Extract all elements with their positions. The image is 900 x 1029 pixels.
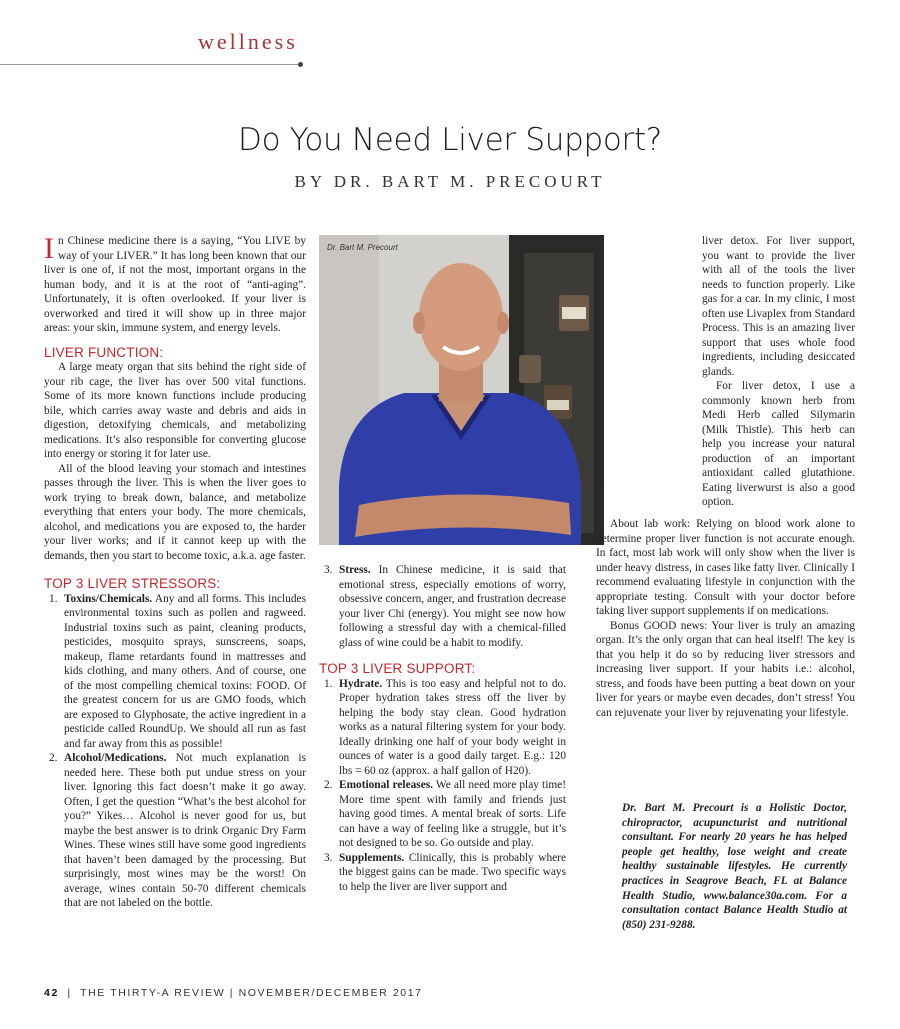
column-2 [319, 563, 566, 894]
list-item: 3. Supplements. Clinically, this is probably where the biggest gains can be made. Two specific ways to help the liver are liver support and [324, 851, 566, 893]
page-number: 42 [44, 987, 59, 999]
author-portrait-image [319, 235, 604, 545]
stressors-list-continued [319, 563, 566, 650]
col3-p3: About lab work: Relying on blood work alone to determine proper liver function is not accurate enough. In fact, most lab work will only show when the liver is under heavy distress, in cases like fatty liver. Clinically I recommend evaluating lifestyle in conjunction with the appropriate testing. Consult with your doctor before taking liver support supplements if on medications. [596, 518, 855, 617]
drop-cap: I [44, 232, 54, 265]
page-footer [44, 987, 423, 999]
list-item: 2. Alcohol/Medications. Not much explanation is needed here. These both put undue stress on your liver. Ignoring this fact doesn’t make it go away. Often, I get the question “What’s the best alcohol for you?” Yikes… Alcohol is never good for us, but maybe the best answer is to drink Organic Dry Farm Wines. These wines still have some good ingredients that haven’t been damaged by the processing. But surprisingly, most wines may be the worst! On average, wines contain 50-70 different chemicals that are not labeled on the bottle. [49, 752, 306, 909]
col3-p1: liver detox. For liver support, you want to provide the liver with all of the tools the liver needs to function properly. Like gas for a car. In my clinic, I most often use Livaplex from Standard Process. This is an amazing liver support that uses whole food ingredients, including desiccated glands. [702, 235, 855, 378]
column-3-bottom [596, 517, 855, 720]
support-heading: TOP 3 LIVER SUPPORT: [319, 661, 476, 676]
footer-separator: | [67, 987, 72, 999]
article-title: Do You Need Liver Support? [238, 122, 662, 158]
list-item: 1. Hydrate. This is too easy and helpful not to do. Proper hydration takes stress off the liver by helping the body stay clean. Good hydration works as a natural filtering system for your body. Ideally drinking one half of your body weight in ounces of water is a good daily target. E.g.: 120 lbs = 60 oz (approx. a half gallon of H20). [324, 677, 566, 777]
stressors-heading: TOP 3 LIVER STRESSORS: [44, 576, 221, 591]
list-item: 2. Emotional releases. We all need more play time! More time spent with family and friends just having good times. A mental break of sorts. Life can have a way of feeling like a struggle, but it’s not designed to be so. Go outside and play. [324, 779, 566, 849]
column-3-top [702, 234, 855, 510]
liver-function-p2: All of the blood leaving your stomach and intestines passes through the liver. This is when the liver goes to work trying to break down, balance, and metabolize everything that enters your body. The more chemicals, alcohol, and medications you are exposed to, the harder your liver works; and if it cannot keep up with the demands, then you start to become toxic, a.k.a. age faster. [44, 462, 306, 562]
author-photo [319, 235, 604, 545]
list-item: 1. Toxins/Chemicals. Any and all forms. This includes environmental toxins such as pollen and ragweed. Industrial toxins such as paint, cleaning products, pesticides, mosquito sprays, sunscreens, soaps, makeup, flame retardants found in mattresses and kids clothing, and many others. And of course, one of the most compelling chemical toxins: FOOD. Of the greatest concern for us are GMO foods, which are exposed to Glyphosate, the active ingredient in a pesticide called RoundUp. We should all run as fast and far away from this as possible! [49, 592, 306, 750]
col3-p2: For liver detox, I use a commonly known herb from Medi Herb called Silymarin (Milk Thistle). This herb can help you increase your natural production of an important antioxidant called glutathione. Eating liverwurst is also a good option. [702, 380, 855, 508]
photo-caption: Dr. Bart M. Precourt [327, 243, 398, 252]
byline: BY DR. BART M. PRECOURT [294, 172, 606, 191]
author-bio: Dr. Bart M. Precourt is a Holistic Doctor, chiropractor, acupuncturist and nutritional consultant. For nearly 20 years he has helped people get healthy, lose weight and create healthy sustainable lifestyles. He currently practices in Seagrove Beach, FL at Balance Health Studio, www.balance30a.com. For a consultation contact Balance Health Studio at (850) 231-9288. [622, 802, 847, 931]
liver-function-p1: A large meaty organ that sits behind the right side of your rib cage, the liver has over 500 vital functions. Some of its more known functions include producing bile, which carries away waste and debris and aids in digestion, detoxifying chemicals, and metabolizing medications. It’s also responsible for converting glucose into energy or storing it for later use. [44, 361, 306, 460]
section-label: wellness [198, 29, 298, 54]
footer-publication: THE THIRTY-A REVIEW | NOVEMBER/DECEMBER 2017 [80, 987, 423, 999]
header-rule-dot [298, 62, 303, 67]
intro-paragraph: In Chinese medicine there is a saying, “You LIVE by way of your LIVER.” It has long been known that our liver is one of, if not the most, important organs in the human body, and it is at the root of “anti-aging”. Unfortunately, it is often overlooked. If your liver is overworked and tired it will show up in three major areas: your skin, immune system, and energy levels. [44, 232, 306, 334]
list-item: 3. Stress. In Chinese medicine, it is said that emotional stress, especially emotions of worry, obsessive concern, anger, and frustration decrease your liver Chi (energy). You might see now how following a stressful day with a chemical-filled glass of wine could be a habit to modify. [324, 564, 566, 649]
column-1 [44, 234, 306, 911]
col3-p4: Bonus GOOD news: Your liver is truly an amazing organ. It’s the only organ that can heal itself! The key is that you help it do so by reducing liver stressors and increasing liver support. If your habits i.e.: alcohol, stress, and foods have been putting a beat down on your liver for years or maybe even decades, don’t stress! You can rejuvenate your liver by rejuvenating your lifestyle. [596, 619, 855, 719]
stressors-list [44, 592, 306, 911]
support-list [319, 677, 566, 895]
liver-function-heading: LIVER FUNCTION: [44, 344, 164, 360]
header-rule [0, 64, 300, 65]
